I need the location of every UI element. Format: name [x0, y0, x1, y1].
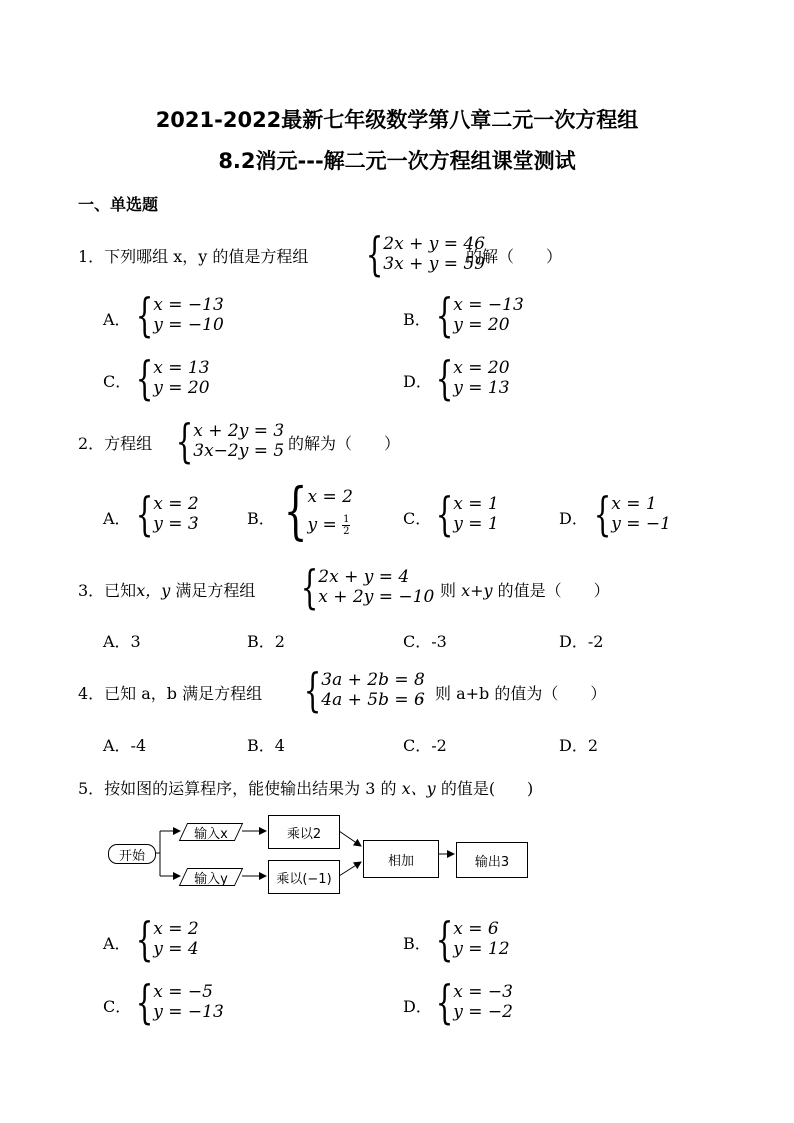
q2-option-a-system: { x = 2 y = 3 [135, 487, 199, 541]
q3-question: 3．已知x，y 满足方程组 [78, 581, 256, 600]
flow-multiply-2: 乘以2 [268, 815, 340, 849]
q1-option-a-system: { x = −13 y = −10 [135, 288, 224, 342]
flow-input-x: 输入x [183, 823, 239, 841]
q1-option-b[interactable]: B． [403, 310, 431, 329]
q3-suffix: 则 x+y 的值是（ ） [440, 581, 610, 600]
q3-option-c[interactable]: C．-3 [403, 632, 447, 651]
q1-system: { 2x + y = 46 3x + y = 59 [365, 227, 486, 281]
q5-option-b[interactable]: B． [403, 934, 431, 953]
flow-add: 相加 [363, 840, 439, 878]
q2-prefix: 2．方程组 [78, 434, 153, 453]
q5-option-d[interactable]: D． [403, 997, 432, 1016]
q2-option-a[interactable]: A． [103, 509, 131, 528]
q3-option-d[interactable]: D．-2 [559, 632, 604, 651]
q1-option-c-system: { x = 13 y = 20 [135, 351, 210, 405]
flow-input-y: 输入y [183, 868, 239, 886]
q4-suffix: ，则 a+b 的值为（ ） [419, 684, 607, 703]
q2-suffix: 的解为（ ） [288, 434, 401, 453]
title-line-2: 8.2消元---解二元一次方程组课堂测试 [218, 149, 576, 173]
q5-option-b-system: { x = 6 y = 12 [435, 912, 510, 966]
q4-option-b[interactable]: B．4 [247, 736, 285, 755]
q4-option-d[interactable]: D．2 [559, 736, 599, 755]
q2-option-c-system: { x = 1 y = 1 [435, 487, 499, 541]
q1-option-d[interactable]: D． [403, 372, 432, 391]
q2-option-b-system: { x = 2 y = $\frac{1}{2}$ [283, 474, 353, 547]
q1-suffix: 的解（ ） [466, 247, 563, 266]
q1-option-a[interactable]: A． [103, 310, 131, 329]
q4-prefix: 4．已知 a，b 满足方程组 [78, 684, 263, 703]
q3-system: { 2x + y = 4 x + 2y = −10 [300, 560, 435, 614]
q2-option-b[interactable]: B． [247, 509, 275, 528]
q3-option-b[interactable]: B．2 [247, 632, 285, 651]
q2-option-d[interactable]: D． [559, 509, 588, 528]
q3-option-a[interactable]: A．3 [103, 632, 141, 651]
title-line-1: 2021-2022最新七年级数学第八章二元一次方程组 [155, 108, 639, 132]
q5-option-c-system: { x = −5 y = −13 [135, 975, 224, 1029]
q5-option-a-system: { x = 2 y = 4 [135, 912, 199, 966]
q4-option-c[interactable]: C．-2 [403, 736, 447, 755]
q1-option-b-system: { x = −13 y = 20 [435, 288, 524, 342]
q2-system: { x + 2y = 3 3x−2y = 5 [175, 414, 285, 468]
flow-multiply-neg1: 乘以(−1) [268, 860, 340, 894]
q5-option-a[interactable]: A． [103, 934, 131, 953]
q5-option-d-system: { x = −3 y = −2 [435, 975, 513, 1029]
q4-option-a[interactable]: A．-4 [103, 736, 147, 755]
q4-system: { 3a + 2b = 8 4a + 5b = 6 [303, 663, 425, 717]
q1-option-c[interactable]: C． [103, 372, 132, 391]
section-heading: 一、单选题 [78, 195, 159, 214]
flow-output: 输出3 [456, 842, 528, 878]
q1-prefix: 1．下列哪组 x，y 的值是方程组 [78, 247, 309, 266]
q5-option-c[interactable]: C． [103, 997, 132, 1016]
q1-option-d-system: { x = 20 y = 13 [435, 351, 510, 405]
flow-start: 开始 [108, 844, 156, 864]
q2-option-d-system: { x = 1 y = −1 [593, 487, 671, 541]
q2-option-c[interactable]: C． [403, 509, 432, 528]
q5-question: 5．按如图的运算程序，能使输出结果为 3 的 x、y 的值是( ) [78, 779, 534, 798]
